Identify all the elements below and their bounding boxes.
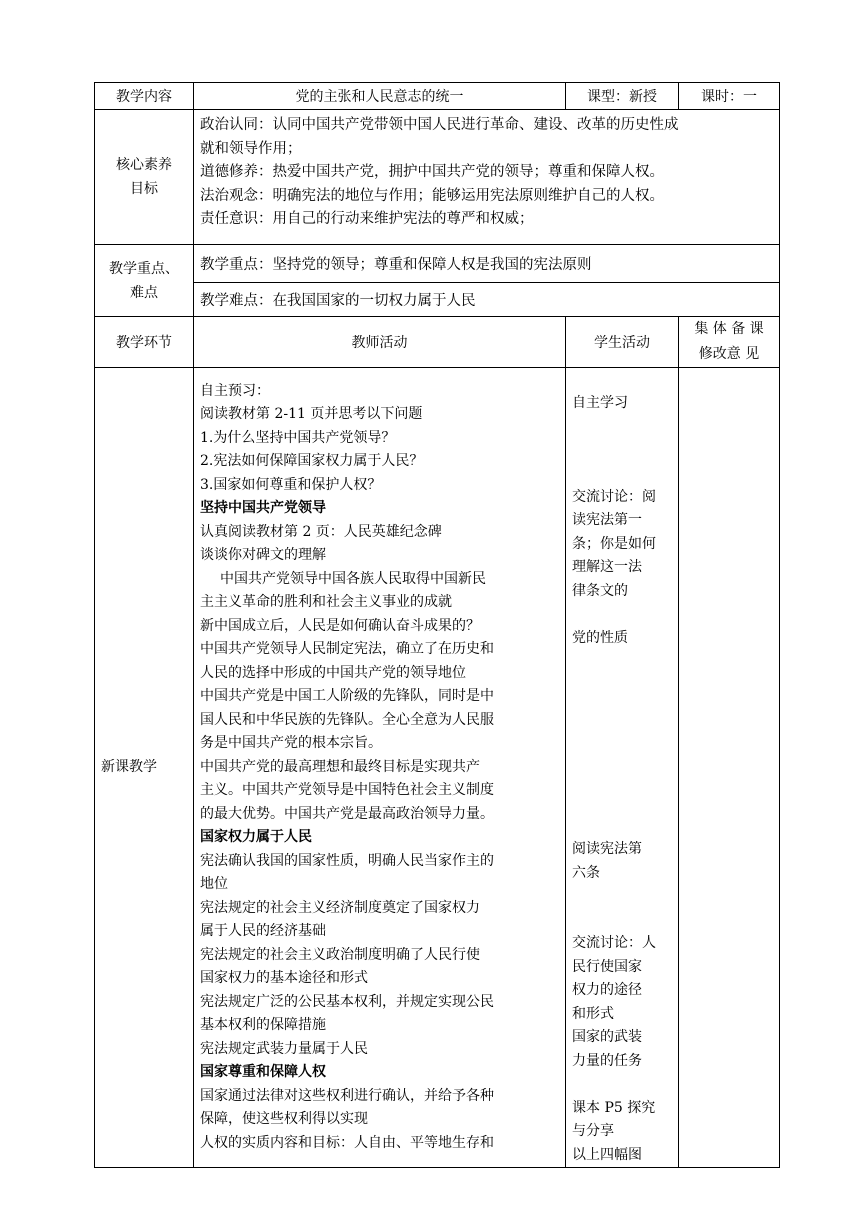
student-activity-line: 课本 P5 探究 bbox=[572, 1099, 656, 1116]
student-activity-line: 自主学习 bbox=[572, 394, 628, 411]
core-label bbox=[95, 110, 194, 245]
student-activity-line: 党的性质 bbox=[572, 629, 628, 646]
student-activity-line bbox=[572, 415, 672, 439]
column-header-row bbox=[95, 317, 780, 368]
student-activity-line bbox=[572, 674, 672, 698]
student-activity-line: 读宪法第一 bbox=[572, 512, 642, 528]
teacher-activity-line: 中国共产党领导人民制定宪法，确立了在历史和 bbox=[200, 641, 494, 658]
student-activity-line bbox=[572, 462, 672, 486]
teacher-header: 教师活动 bbox=[194, 317, 566, 368]
teaching-difficulty: 教学难点：在我国国家的一切权力属于人民 bbox=[194, 283, 780, 317]
teacher-activity-line: 国家权力的基本途径和形式 bbox=[200, 970, 368, 987]
teacher-activity-line: 宪法规定的社会主义政治制度明确了人民行使 bbox=[200, 946, 480, 963]
header-row bbox=[95, 83, 780, 110]
teacher-activity-line: 人民的选择中形成的中国共产党的领导地位 bbox=[200, 664, 466, 681]
student-activity-line bbox=[572, 768, 672, 792]
teacher-activity-line: 主主义革命的胜利和社会主义事业的成就 bbox=[200, 594, 452, 611]
teacher-activity-line: 认真阅读教材第 2 页：人民英雄纪念碑 bbox=[200, 523, 442, 540]
student-activity-line: 条；你是如何 bbox=[572, 535, 656, 552]
teacher-activity-line: 国家通过法律对这些权利进行确认，并给予各种 bbox=[200, 1087, 494, 1104]
teacher-activity-line: 中国共产党领导中国各族人民取得中国新民 bbox=[220, 570, 486, 587]
student-activity-line bbox=[572, 603, 672, 627]
core-goals bbox=[194, 110, 780, 245]
teacher-activity-line: 基本权利的保障措施 bbox=[200, 1017, 326, 1034]
student-activity-line bbox=[572, 815, 672, 839]
teacher-activity-line: 宪法规定武装力量属于人民 bbox=[200, 1040, 368, 1057]
teacher-activity-line: 宪法规定广泛的公民基本权利，并规定实现公民 bbox=[200, 993, 494, 1010]
keypoints-label-line2: 难点 bbox=[130, 284, 158, 301]
student-activity-line bbox=[572, 1073, 672, 1097]
teacher-activity-line: 属于人民的经济基础 bbox=[200, 923, 326, 940]
teacher-activity-line: 宪法确认我国的国家性质，明确人民当家作主的 bbox=[200, 852, 494, 869]
teacher-activity-line: 中国共产党是中国工人阶级的先锋队，同时是中 bbox=[200, 688, 494, 705]
teacher-activity-line: 1.为什么坚持中国共产党领导？ bbox=[200, 429, 396, 446]
lesson-plan-table bbox=[94, 82, 780, 1168]
teacher-activity-line: 保障，使这些权利得以实现 bbox=[200, 1111, 368, 1128]
section-heading: 坚持中国共产党领导 bbox=[200, 500, 326, 517]
student-activity bbox=[566, 368, 679, 1168]
student-activity-line bbox=[572, 650, 672, 674]
student-activity-line bbox=[572, 721, 672, 745]
main-content-row bbox=[95, 368, 780, 1168]
teacher-activity-line: 人权的实质内容和目标：人自由、平等地生存和 bbox=[200, 1134, 494, 1151]
teacher-activity-line: 宪法规定的社会主义经济制度奠定了国家权力 bbox=[200, 899, 480, 916]
student-activity-line: 律条文的 bbox=[572, 582, 628, 599]
core-goal-line: 政治认同：认同中国共产党带领中国人民进行革命、建设、改革的历史性成 bbox=[200, 117, 679, 133]
prep-notes-cell bbox=[679, 368, 780, 1168]
student-activity-line: 理解这一法 bbox=[572, 559, 642, 575]
student-activity-line: 交流讨论：阅 bbox=[572, 488, 656, 505]
core-label-line1: 核心素养 bbox=[116, 157, 172, 173]
student-activity-line bbox=[572, 744, 672, 768]
lesson-type: 课型：新授 bbox=[566, 83, 679, 110]
student-activity-line: 与分享 bbox=[572, 1123, 614, 1139]
teacher-activity-line: 主义。中国共产党领导是中国特色社会主义制度 bbox=[200, 782, 494, 799]
student-activity-line bbox=[572, 909, 672, 933]
student-activity-line bbox=[572, 439, 672, 463]
content-value: 党的主张和人民意志的统一 bbox=[194, 83, 566, 110]
student-activity-line: 力量的任务 bbox=[572, 1052, 642, 1069]
teacher-activity-line: 3.国家如何尊重和保护人权？ bbox=[200, 476, 382, 493]
keypoint-row-focus bbox=[95, 245, 780, 283]
section-heading: 国家权力属于人民 bbox=[200, 829, 312, 846]
core-goal-line: 法治观念：明确宪法的地位与作用；能够运用宪法原则维护自己的人权。 bbox=[200, 187, 664, 204]
keypoint-row-difficulty bbox=[95, 283, 780, 317]
student-header: 学生活动 bbox=[566, 317, 679, 368]
core-goal-line: 责任意识：用自己的行动来维护宪法的尊严和权威； bbox=[200, 211, 534, 227]
student-activity-line: 和形式 bbox=[572, 1005, 614, 1022]
teacher-activity-line: 国人民和中华民族的先锋队。全心全意为人民服 bbox=[200, 711, 494, 728]
teacher-activity-line: 谈谈你对碑文的理解 bbox=[200, 547, 326, 564]
student-activity-line: 民行使国家 bbox=[572, 958, 642, 975]
core-row bbox=[95, 110, 780, 245]
student-activity-line: 国家的武装 bbox=[572, 1029, 642, 1045]
student-activity-line: 阅读宪法第 bbox=[572, 841, 642, 857]
teacher-activity-line: 务是中国共产党的根本宗旨。 bbox=[200, 735, 382, 752]
content-label: 教学内容 bbox=[95, 83, 194, 110]
core-goal-line: 道德修养：热爱中国共产党，拥护中国共产党的领导；尊重和保障人权。 bbox=[200, 164, 664, 180]
core-goal-line: 就和领导作用； bbox=[200, 140, 302, 157]
stage-cell bbox=[95, 368, 194, 1168]
stage-header: 教学环节 bbox=[95, 317, 194, 368]
teacher-activity-line: 地位 bbox=[200, 876, 228, 893]
keypoints-label bbox=[95, 245, 194, 317]
teacher-activity-line: 自主预习： bbox=[200, 382, 270, 399]
student-activity-line: 交流讨论：人 bbox=[572, 935, 656, 951]
student-activity-line bbox=[572, 885, 672, 909]
teacher-activity-line: 阅读教材第 2-11 页并思考以下问题 bbox=[200, 406, 423, 423]
prep-header-line2: 修改意 见 bbox=[698, 346, 760, 362]
student-activity-line bbox=[572, 697, 672, 721]
stage-name: 新课教学 bbox=[101, 758, 157, 775]
prep-header-line1: 集 体 备 课 bbox=[694, 321, 764, 337]
lesson-hours: 课时：一 bbox=[679, 83, 780, 110]
teacher-activity-line: 新中国成立后，人民是如何确认奋斗成果的？ bbox=[200, 617, 480, 634]
prep-header bbox=[679, 317, 780, 368]
student-activity-line bbox=[572, 368, 672, 392]
student-activity-line: 权力的途径 bbox=[572, 982, 642, 998]
teacher-activity-line: 的最大优势。中国共产党是最高政治领导力量。 bbox=[200, 805, 494, 822]
section-heading: 国家尊重和保障人权 bbox=[200, 1064, 326, 1081]
teacher-activity-line: 中国共产党的最高理想和最终目标是实现共产 bbox=[200, 758, 480, 775]
teacher-activity bbox=[194, 368, 566, 1168]
teacher-activity-line: 2.宪法如何保障国家权力属于人民？ bbox=[200, 453, 424, 470]
student-activity-line: 六条 bbox=[572, 864, 600, 881]
teaching-focus: 教学重点：坚持党的领导；尊重和保障人权是我国的宪法原则 bbox=[194, 245, 780, 283]
student-activity-line: 以上四幅图 bbox=[572, 1146, 642, 1163]
student-activity-line bbox=[572, 791, 672, 815]
keypoints-label-line1: 教学重点、 bbox=[109, 260, 179, 277]
core-label-line2: 目标 bbox=[130, 181, 158, 197]
